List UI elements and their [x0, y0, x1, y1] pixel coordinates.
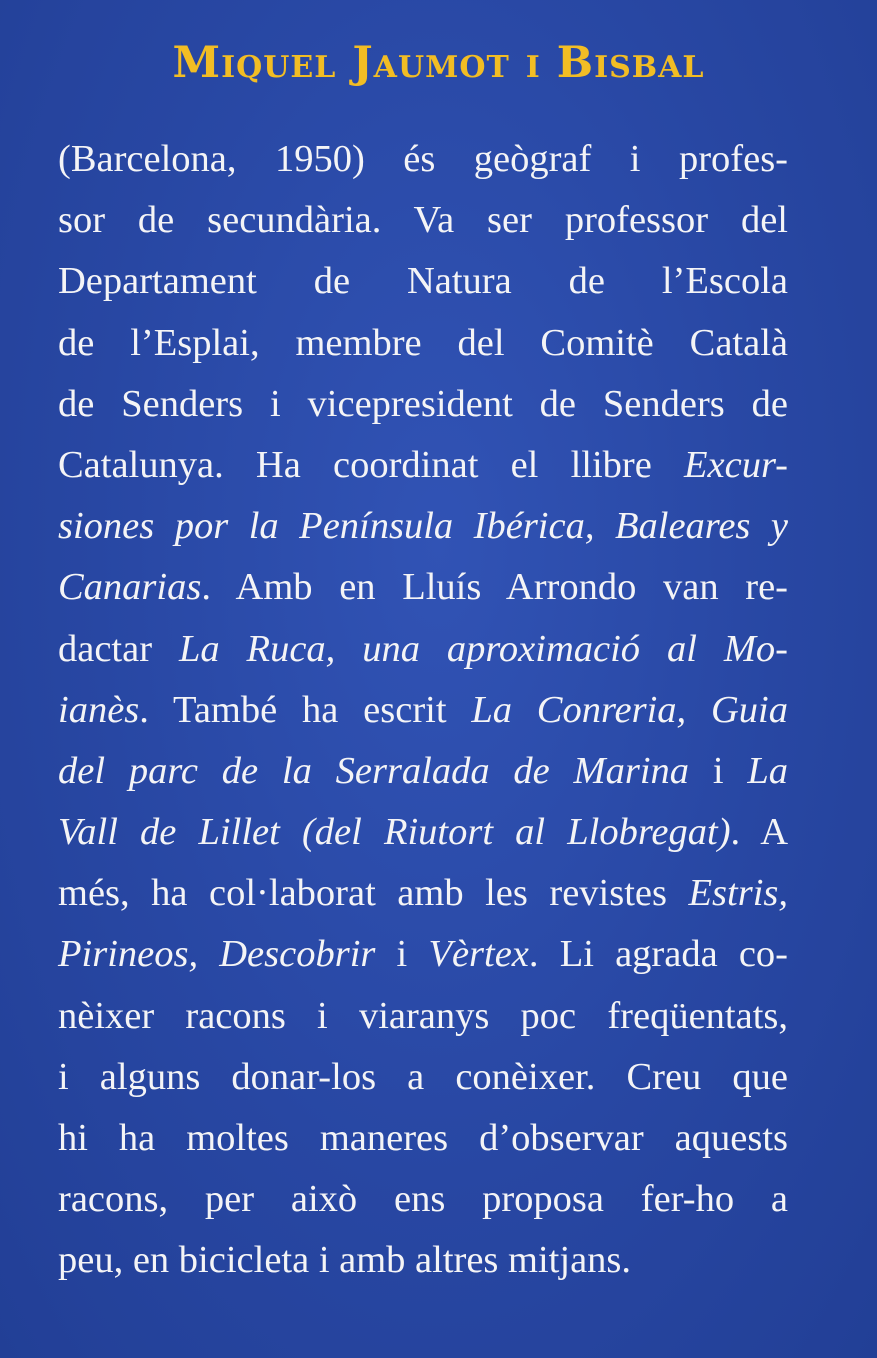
- bio-line: [58, 1169, 788, 1230]
- bio-line: [58, 496, 788, 557]
- bio-text: peu, en bicicleta i amb altres mitjans.: [58, 1239, 632, 1282]
- bio-line: [58, 680, 788, 741]
- author-biography: [58, 129, 788, 1292]
- bio-line: [58, 374, 788, 435]
- bio-text: Catalunya. Ha coordinat el llibre: [58, 443, 685, 486]
- bio-italic-title: La Ruca, una aproximació al Mo-: [178, 627, 788, 670]
- bio-italic-title: del parc de la Serralada de Marina: [58, 749, 690, 792]
- bio-text: nèixer racons i viaranys poc freqüentats,: [58, 994, 788, 1037]
- bio-italic-title: Estris,: [688, 872, 788, 915]
- bio-italic-title: Excur-: [684, 443, 788, 486]
- bio-text: . Amb en Lluís Arrondo van re-: [201, 566, 788, 609]
- bio-italic-title: Pirineos, Descobrir: [58, 933, 376, 976]
- bio-text: i: [375, 933, 429, 976]
- bio-text: i: [689, 749, 748, 792]
- bio-text: (Barcelona, 1950) és geògraf i profes-: [58, 138, 788, 180]
- bio-line: [58, 986, 788, 1047]
- bio-line: [58, 619, 788, 680]
- bio-text: . A: [730, 811, 788, 854]
- bio-line: [58, 190, 788, 251]
- bio-italic-title: siones por la Península Ibérica, Baleares y: [58, 505, 788, 548]
- bio-text: de Senders i vicepresident de Senders de: [58, 382, 788, 425]
- bio-text: hi ha moltes maneres d’observar aquests: [58, 1117, 788, 1159]
- bio-italic-title: La: [747, 749, 788, 792]
- bio-italic-title: La Conreria, Guia: [471, 688, 788, 731]
- bio-text: . També ha escrit: [139, 688, 472, 731]
- bio-line: [58, 251, 788, 312]
- bio-text: més, ha col·laborat amb les revistes: [58, 872, 689, 915]
- bio-italic-title: Vall de Lillet (del Riutort al Llobregat): [58, 811, 731, 854]
- bio-italic-title: ianès: [58, 688, 140, 731]
- bio-text: Departament de Natura de l’Escola: [58, 260, 788, 303]
- bio-text: de l’Esplai, membre del Comitè Català: [58, 321, 788, 364]
- bio-line: [58, 557, 788, 618]
- bio-line: [58, 313, 788, 374]
- bio-text: i alguns donar-los a conèixer. Creu que: [58, 1055, 788, 1098]
- bio-line: [58, 1108, 788, 1169]
- bio-text: . Li agrada co-: [528, 933, 788, 976]
- bio-text: racons, per això ens proposa fer-ho a: [58, 1178, 788, 1221]
- bio-italic-title: Vèrtex: [428, 933, 529, 976]
- bio-text: sor de secundària. Va ser professor del: [58, 199, 788, 242]
- bio-line: [58, 863, 788, 924]
- bio-line: [58, 435, 788, 496]
- bio-italic-title: Canarias: [58, 566, 202, 609]
- bio-line: [58, 802, 788, 863]
- bio-line: [58, 924, 788, 985]
- bio-line: [58, 1230, 788, 1291]
- bio-line: [58, 129, 788, 190]
- bio-text: dactar: [58, 627, 179, 670]
- author-name-heading: Miquel Jaumot i Bisbal: [172, 38, 705, 88]
- bio-line: [58, 1047, 788, 1108]
- bio-line: [58, 741, 788, 802]
